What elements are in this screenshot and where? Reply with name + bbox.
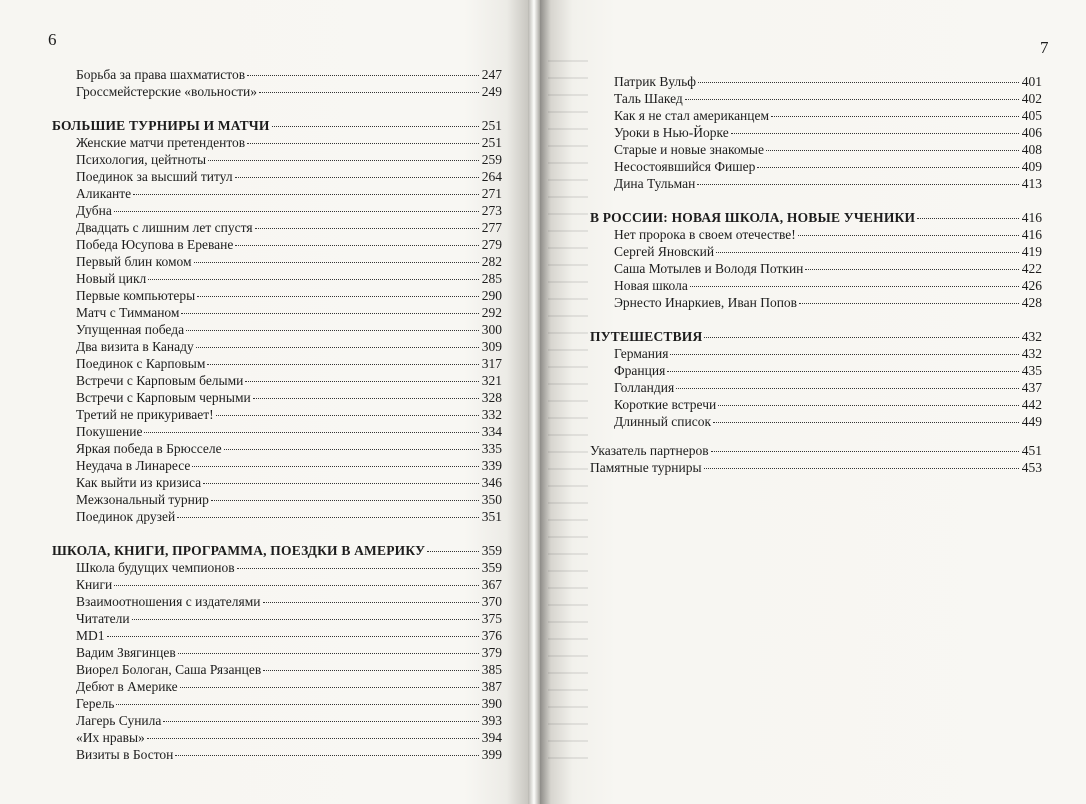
toc-entry-page: 401 [1021, 74, 1042, 89]
dot-leader [713, 422, 1019, 423]
toc-entry [52, 746, 502, 763]
toc-entry [590, 413, 1042, 430]
toc-entry-page: 335 [481, 441, 502, 456]
dot-leader [718, 405, 1019, 406]
toc-entry-title: Встречи с Карповым черными [76, 390, 251, 405]
toc-entry [52, 66, 502, 83]
toc-entry-page: 406 [1021, 125, 1042, 140]
toc-entry-page: 451 [1021, 443, 1042, 458]
dot-leader [175, 755, 478, 756]
dot-leader [716, 252, 1019, 253]
toc-entry-title: Поединок с Карповым [76, 356, 206, 371]
toc-entry-page: 419 [1021, 244, 1042, 259]
toc-spacer [590, 192, 1042, 209]
toc-entry-title: Взаимоотношения с издателями [76, 594, 261, 609]
toc-entry [52, 559, 502, 576]
toc-entry-page: 339 [481, 458, 502, 473]
toc-entry [52, 610, 502, 627]
page-number-right: 7 [1040, 38, 1049, 57]
toc-entry-title: Читатели [76, 611, 130, 626]
toc-entry [52, 491, 502, 508]
dot-leader [148, 279, 478, 280]
toc-entry-title: Первые компьютеры [76, 288, 196, 303]
toc-entry [52, 712, 502, 729]
toc-entry [590, 459, 1042, 476]
toc-entry-page: 449 [1021, 414, 1042, 429]
toc-entry [590, 175, 1042, 192]
toc-entry-page: 387 [481, 679, 502, 694]
toc-entry-page: 350 [481, 492, 502, 507]
dot-leader [259, 92, 479, 93]
toc-entry-title: Франция [614, 363, 666, 378]
dot-leader [194, 262, 479, 263]
toc-entry-title: Памятные турниры [590, 460, 702, 475]
dot-leader [798, 235, 1019, 236]
toc-entry [52, 406, 502, 423]
dot-leader [247, 143, 479, 144]
toc-entry-title: Таль Шакед [614, 91, 683, 106]
dot-leader [917, 218, 1019, 219]
dot-leader [237, 568, 479, 569]
toc-entry-title: Герель [76, 696, 115, 711]
toc-entry-page: 422 [1021, 261, 1042, 276]
toc-entry-page: 416 [1021, 210, 1042, 225]
toc-entry-title: Первый блин комом [76, 254, 192, 269]
dot-leader [207, 364, 478, 365]
toc-entry-page: 442 [1021, 397, 1042, 412]
toc-entry [52, 151, 502, 168]
toc-entry [590, 158, 1042, 175]
toc-entry-title: Уроки в Нью-Йорке [614, 125, 729, 140]
toc-entry [52, 627, 502, 644]
toc-entry [52, 134, 502, 151]
toc-entry-title: Саша Мотылев и Володя Поткин [614, 261, 804, 276]
toc-entry [590, 90, 1042, 107]
toc-entry-title: Аликанте [76, 186, 132, 201]
toc-entry-title: Короткие встречи [614, 397, 717, 412]
toc-entry-title: Гроссмейстерские «вольности» [76, 84, 257, 99]
dot-leader [771, 116, 1019, 117]
toc-entry [590, 260, 1042, 277]
toc-section-heading [590, 209, 1042, 226]
toc-entry [52, 168, 502, 185]
toc-entry [52, 440, 502, 457]
toc-entry-page: 285 [481, 271, 502, 286]
toc-entry-title: Двадцать с лишним лет спустя [76, 220, 253, 235]
toc-entry-page: 279 [481, 237, 502, 252]
toc-entry-page: 379 [481, 645, 502, 660]
dot-leader [757, 167, 1018, 168]
dot-leader [107, 636, 479, 637]
toc-entry-page: 277 [481, 220, 502, 235]
toc-entry [590, 442, 1042, 459]
page-number-left: 6 [48, 30, 57, 49]
dot-leader [799, 303, 1019, 304]
dot-leader [116, 704, 478, 705]
dot-leader [667, 371, 1018, 372]
dot-leader [805, 269, 1018, 270]
toc-entry [590, 73, 1042, 90]
toc-section-heading [52, 117, 502, 134]
dot-leader [181, 313, 478, 314]
dot-leader [427, 551, 479, 552]
toc-entry [590, 124, 1042, 141]
dot-leader [263, 670, 479, 671]
toc-entry-page: 359 [481, 560, 502, 575]
toc-entry-title: Лагерь Сунила [76, 713, 162, 728]
dot-leader [203, 483, 479, 484]
toc-entry-title: Нет пророка в своем отечестве! [614, 227, 796, 242]
toc-entry [52, 644, 502, 661]
toc-spacer [590, 430, 1042, 442]
toc-entry-title: Яркая победа в Брюсселе [76, 441, 222, 456]
toc-entry-title: Указатель партнеров [590, 443, 709, 458]
toc-entry-title: Поединок друзей [76, 509, 176, 524]
toc-entry-page: 394 [481, 730, 502, 745]
toc-entry-page: 328 [481, 390, 502, 405]
toc-entry-page: 351 [481, 509, 502, 524]
toc-entry [52, 236, 502, 253]
toc-entry-page: 282 [481, 254, 502, 269]
toc-entry-page: 453 [1021, 460, 1042, 475]
toc-entry-title: Новый цикл [76, 271, 147, 286]
toc-entry [590, 277, 1042, 294]
toc-entry [52, 321, 502, 338]
toc-entry-page: 409 [1021, 159, 1042, 174]
toc-entry-title: Дебют в Америке [76, 679, 178, 694]
toc-entry [590, 362, 1042, 379]
dot-leader [670, 354, 1018, 355]
dot-leader [133, 194, 479, 195]
toc-entry [52, 389, 502, 406]
dot-leader [731, 133, 1019, 134]
dot-leader [197, 296, 479, 297]
toc-entry-title: Борьба за права шахматистов [76, 67, 246, 82]
toc-entry-page: 408 [1021, 142, 1042, 157]
toc-entry [52, 185, 502, 202]
toc-entry-page: 273 [481, 203, 502, 218]
dot-leader [235, 245, 478, 246]
toc-section-heading [590, 328, 1042, 345]
toc-entry [52, 202, 502, 219]
toc-entry-title: Патрик Вульф [614, 74, 696, 89]
toc-entry-page: 251 [481, 118, 502, 133]
toc-entry-title: Неудача в Линаресе [76, 458, 191, 473]
toc-entry-page: 413 [1021, 176, 1042, 191]
dot-leader [132, 619, 479, 620]
toc-entry-page: 300 [481, 322, 502, 337]
toc-spacer [52, 100, 502, 117]
dot-leader [208, 160, 479, 161]
toc-entry [52, 576, 502, 593]
toc-entry [52, 695, 502, 712]
dot-leader [196, 347, 479, 348]
toc-entry-page: 376 [481, 628, 502, 643]
toc-entry-title: Визиты в Бостон [76, 747, 174, 762]
dot-leader [704, 468, 1019, 469]
toc-entry-title: Несостоявшийся Фишер [614, 159, 756, 174]
dot-leader [711, 451, 1019, 452]
toc-entry [52, 287, 502, 304]
toc-entry [52, 355, 502, 372]
toc-entry-page: 399 [481, 747, 502, 762]
toc-entry [52, 83, 502, 100]
toc-spacer [52, 525, 502, 542]
toc-entry [52, 457, 502, 474]
toc-entry-title: ШКОЛА, КНИГИ, ПРОГРАММА, ПОЕЗДКИ В АМЕРИКУ [52, 543, 426, 558]
toc-section-heading [52, 542, 502, 559]
toc-entry-title: Матч с Тимманом [76, 305, 180, 320]
dot-leader [704, 337, 1018, 338]
toc-entry-title: Межзональный турнир [76, 492, 209, 507]
toc-entry-page: 259 [481, 152, 502, 167]
dot-leader [263, 602, 479, 603]
toc-entry-title: Как я не стал американцем [614, 108, 770, 123]
toc-entry-page: 309 [481, 339, 502, 354]
dot-leader [697, 184, 1018, 185]
toc-entry-title: Встречи с Карповым белыми [76, 373, 244, 388]
toc-list-left [52, 66, 502, 763]
toc-entry-title: Как выйти из кризиса [76, 475, 202, 490]
dot-leader [255, 228, 479, 229]
toc-entry [52, 372, 502, 389]
toc-entry [590, 379, 1042, 396]
toc-entry-title: Вадим Звягинцев [76, 645, 176, 660]
toc-entry-page: 359 [481, 543, 502, 558]
toc-entry [52, 423, 502, 440]
dot-leader [253, 398, 479, 399]
toc-entry-page: 370 [481, 594, 502, 609]
toc-entry-page: 402 [1021, 91, 1042, 106]
dot-leader [766, 150, 1019, 151]
toc-entry-page: 435 [1021, 363, 1042, 378]
toc-entry-title: Виорел Бологан, Саша Рязанцев [76, 662, 262, 677]
toc-entry [52, 678, 502, 695]
toc-entry-page: 416 [1021, 227, 1042, 242]
toc-entry-title: Упущенная победа [76, 322, 185, 337]
toc-entry-title: Эрнесто Инаркиев, Иван Попов [614, 295, 798, 310]
dot-leader [163, 721, 478, 722]
toc-entry-page: 290 [481, 288, 502, 303]
dot-leader [180, 687, 479, 688]
toc-entry [590, 396, 1042, 413]
dot-leader [235, 177, 479, 178]
dot-leader [676, 388, 1019, 389]
toc-entry-page: 367 [481, 577, 502, 592]
toc-entry [590, 107, 1042, 124]
toc-entry-page: 292 [481, 305, 502, 320]
toc-entry-title: Победа Юсупова в Ереване [76, 237, 234, 252]
toc-entry [52, 474, 502, 491]
toc-entry [52, 253, 502, 270]
dot-leader [147, 738, 479, 739]
toc-entry-title: Сергей Яновский [614, 244, 715, 259]
dot-leader [186, 330, 479, 331]
toc-spacer [590, 311, 1042, 328]
toc-entry-page: 437 [1021, 380, 1042, 395]
dot-leader [685, 99, 1019, 100]
dot-leader [114, 211, 479, 212]
toc-entry-title: «Их нравы» [76, 730, 145, 745]
toc-entry-page: 317 [481, 356, 502, 371]
toc-entry-page: 321 [481, 373, 502, 388]
toc-entry-page: 247 [481, 67, 502, 82]
toc-entry-page: 405 [1021, 108, 1042, 123]
dot-leader [178, 653, 479, 654]
toc-entry [590, 226, 1042, 243]
dot-leader [224, 449, 479, 450]
toc-entry-title: Голландия [614, 380, 675, 395]
dot-leader [272, 126, 479, 127]
toc-entry-page: 334 [481, 424, 502, 439]
toc-entry-page: 432 [1021, 346, 1042, 361]
toc-entry-title: Женские матчи претендентов [76, 135, 246, 150]
toc-entry-page: 426 [1021, 278, 1042, 293]
toc-entry-page: 249 [481, 84, 502, 99]
toc-entry [52, 729, 502, 746]
toc-list-right [590, 73, 1042, 476]
toc-entry-title: MD1 [76, 628, 105, 643]
dot-leader [192, 466, 478, 467]
toc-entry-title: Школа будущих чемпионов [76, 560, 235, 575]
toc-entry-page: 428 [1021, 295, 1042, 310]
dot-leader [114, 585, 479, 586]
toc-entry-page: 271 [481, 186, 502, 201]
dot-leader [211, 500, 479, 501]
dot-leader [698, 82, 1019, 83]
toc-entry-title: Два визита в Канаду [76, 339, 194, 354]
toc-entry-title: Поединок за высший титул [76, 169, 233, 184]
toc-entry-title: Книги [76, 577, 113, 592]
toc-entry-page: 393 [481, 713, 502, 728]
toc-entry [590, 294, 1042, 311]
toc-entry [52, 219, 502, 236]
toc-entry-title: Дубна [76, 203, 112, 218]
toc-entry-title: БОЛЬШИЕ ТУРНИРЫ И МАТЧИ [52, 118, 270, 133]
dot-leader [177, 517, 479, 518]
dot-leader [245, 381, 478, 382]
toc-entry [52, 304, 502, 321]
dot-leader [144, 432, 478, 433]
toc-entry-title: Третий не прикуривает! [76, 407, 214, 422]
toc-entry-title: В РОССИИ: НОВАЯ ШКОЛА, НОВЫЕ УЧЕНИКИ [590, 210, 916, 225]
toc-entry-page: 264 [481, 169, 502, 184]
toc-entry-title: Старые и новые знакомые [614, 142, 764, 157]
toc-entry-page: 251 [481, 135, 502, 150]
toc-entry [590, 243, 1042, 260]
dot-leader [690, 286, 1019, 287]
toc-entry-page: 432 [1021, 329, 1042, 344]
left-page [0, 0, 528, 804]
toc-entry-page: 346 [481, 475, 502, 490]
toc-entry-title: ПУТЕШЕСТВИЯ [590, 329, 703, 344]
toc-entry-page: 390 [481, 696, 502, 711]
toc-entry [52, 270, 502, 287]
toc-entry-title: Дина Тульман [614, 176, 696, 191]
toc-entry [52, 338, 502, 355]
dot-leader [216, 415, 479, 416]
toc-entry-page: 332 [481, 407, 502, 422]
toc-entry-title: Новая школа [614, 278, 688, 293]
toc-entry [590, 141, 1042, 158]
toc-entry-title: Психология, цейтноты [76, 152, 207, 167]
toc-entry-page: 375 [481, 611, 502, 626]
toc-entry-title: Длинный список [614, 414, 712, 429]
book-gutter [528, 0, 540, 804]
toc-entry-title: Германия [614, 346, 669, 361]
toc-entry-page: 385 [481, 662, 502, 677]
bleed-through-text [548, 60, 588, 760]
toc-entry [52, 508, 502, 525]
toc-entry [590, 345, 1042, 362]
toc-entry [52, 593, 502, 610]
right-page [540, 0, 1086, 804]
toc-entry [52, 661, 502, 678]
toc-entry-title: Покушение [76, 424, 143, 439]
dot-leader [247, 75, 479, 76]
